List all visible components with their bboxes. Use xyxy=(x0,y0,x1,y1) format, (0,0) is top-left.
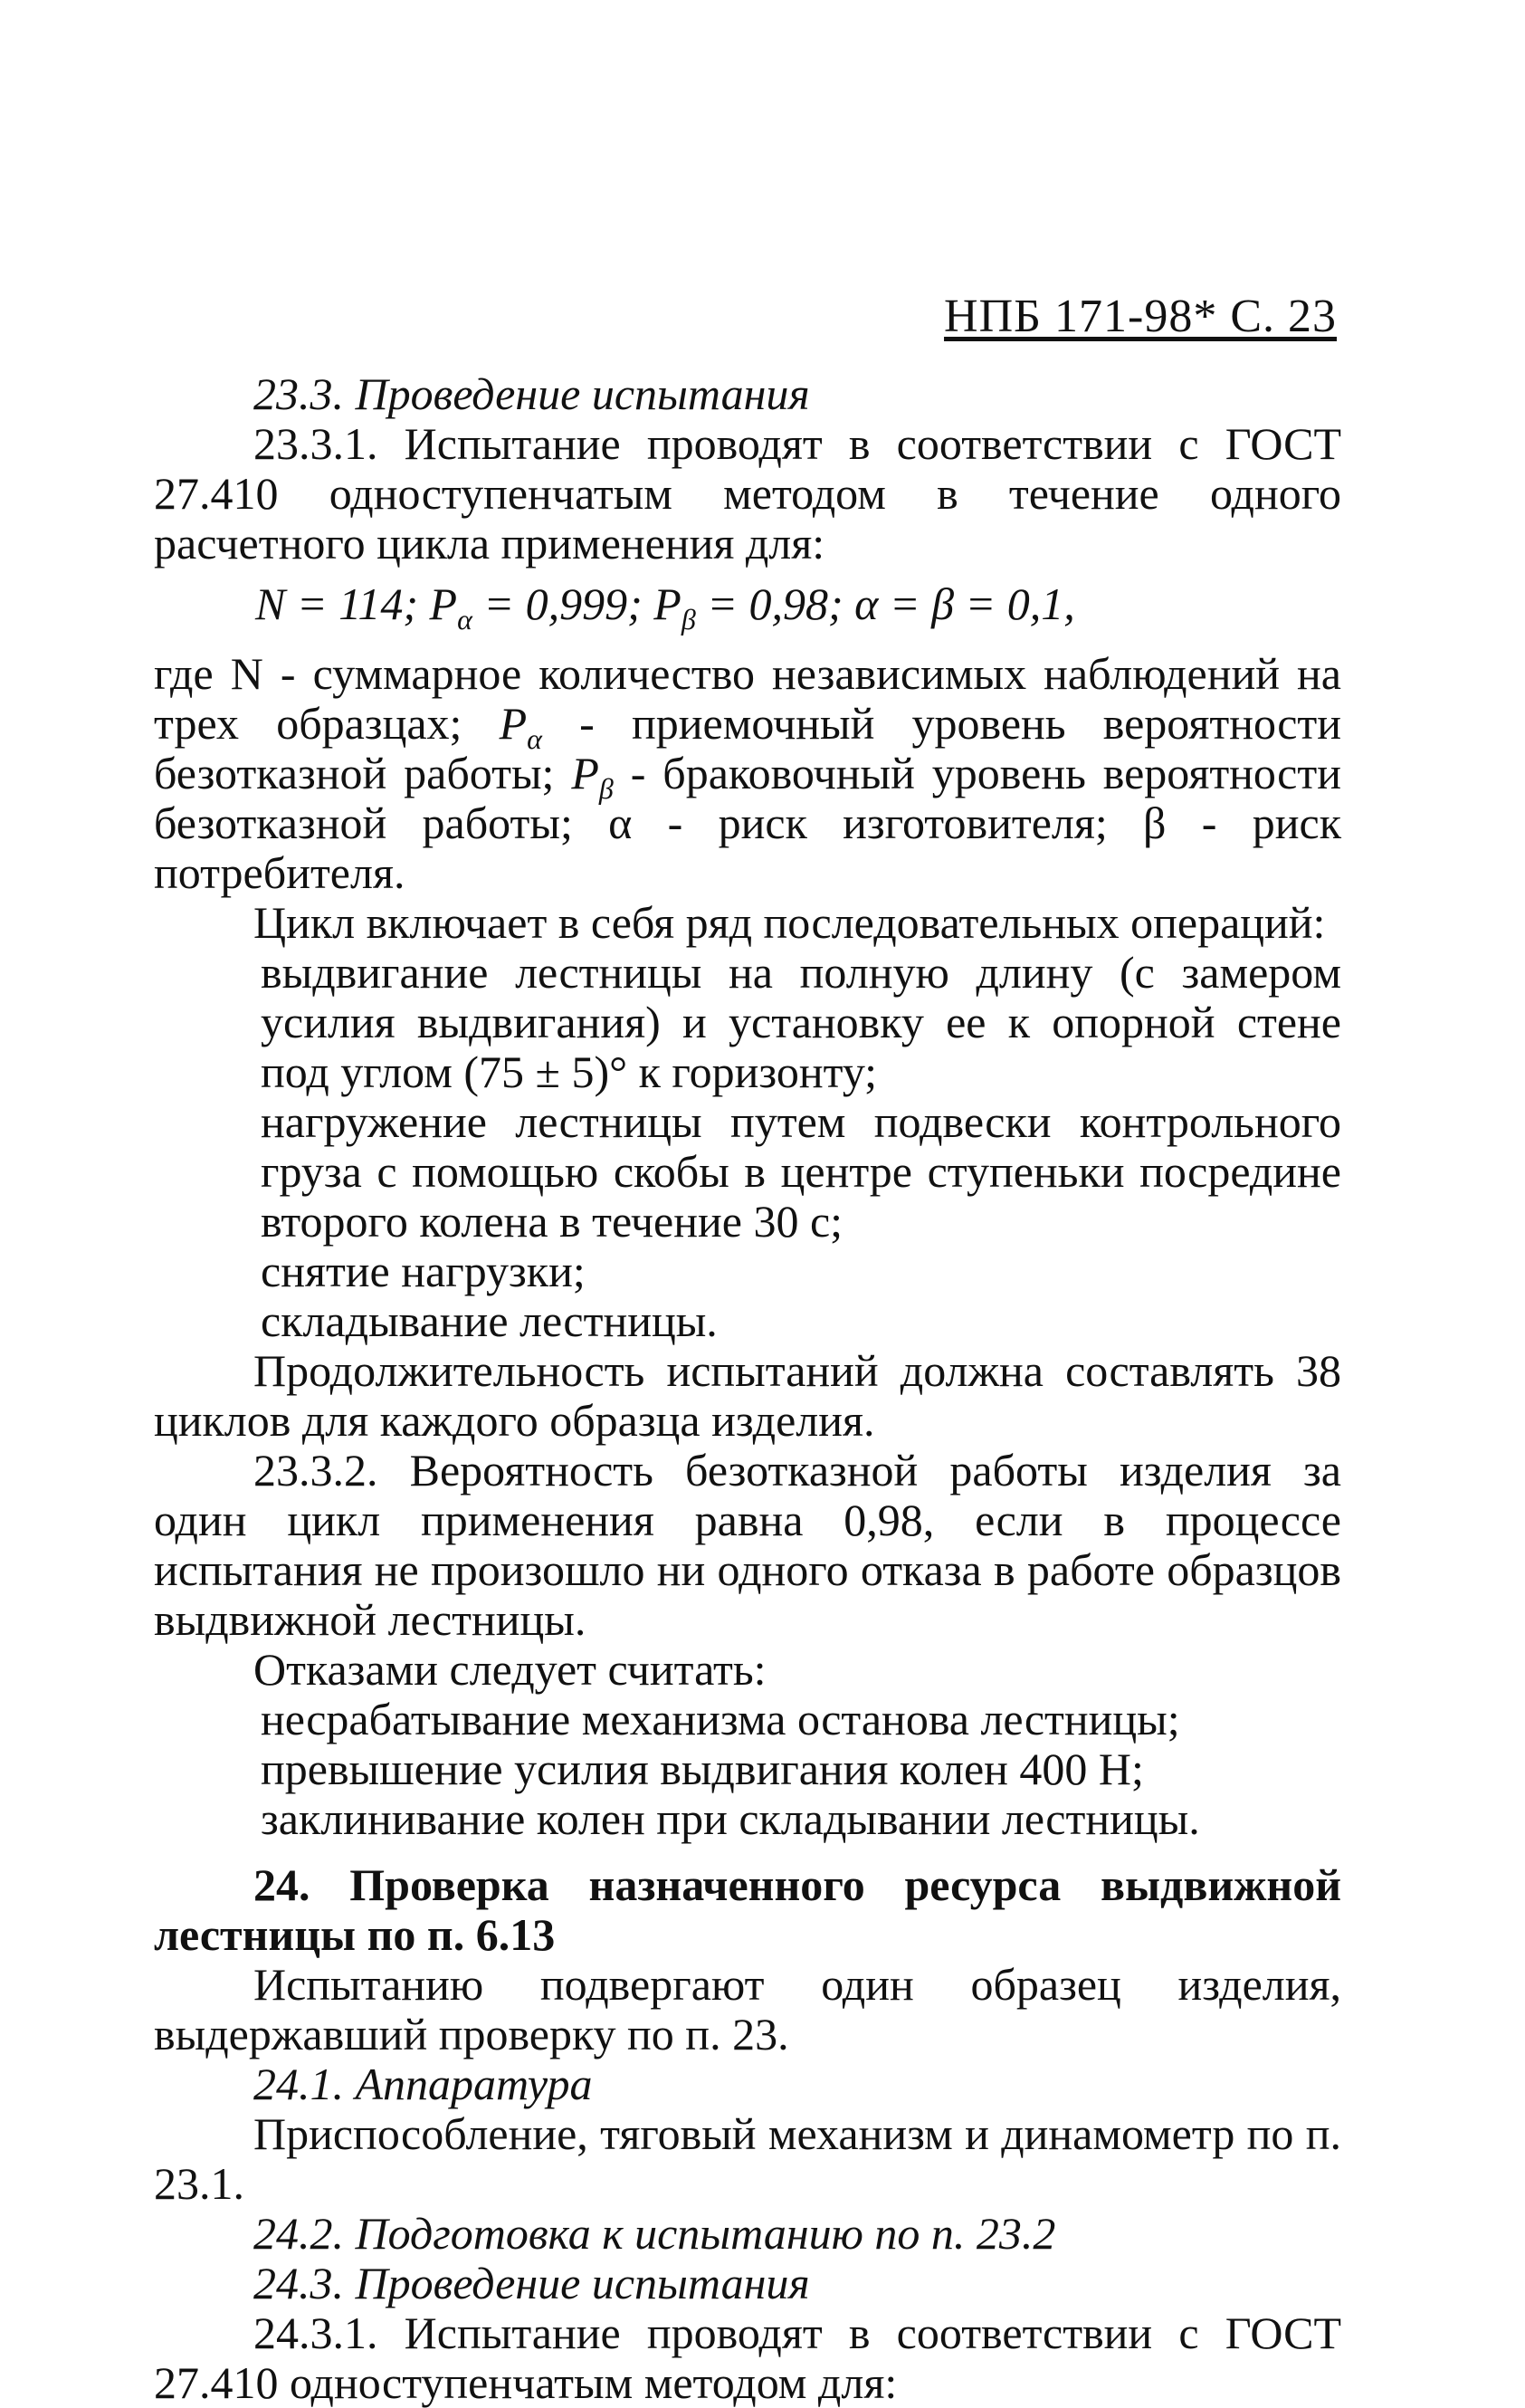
operation-item-1: выдвигание лестницы на полную длину (с замером усилия выдвигания) и установку ее к опорной стене под углом (75 ± 5)° к горизонту; xyxy=(261,947,1341,1097)
formula-pa-symbol: P xyxy=(429,578,458,629)
failures-intro: Отказами следует считать: xyxy=(253,1644,767,1695)
cycle-intro: Цикл включает в себя ряд последовательных операций: xyxy=(253,897,1326,948)
formula-pb-value: = 0,98; xyxy=(695,578,855,629)
duration-paragraph: Продолжительность испытаний должна составлять 38 циклов для каждого образца изделия. xyxy=(154,1345,1341,1446)
formula-n: N = 114; xyxy=(255,578,430,629)
subsection-title-24-1: 24.1. Аппаратура xyxy=(253,2059,593,2109)
operation-item-2: нагружение лестницы путем подвески контрольного груза с помощью скобы в центре ступеньки посредине второго колена в течение 30 с; xyxy=(261,1096,1341,1247)
operation-item-4: складывание лестницы. xyxy=(261,1295,718,1346)
section-24-title: 24. Проверка назначенного ресурса выдвижной лестницы по п. 6.13 xyxy=(154,1859,1341,1960)
explanation-pa-subscript: α xyxy=(527,722,542,755)
operation-item-3: снятие нагрузки; xyxy=(261,1246,586,1296)
subsection-title-24-2: 24.2. Подготовка к испытанию по п. 23.2 xyxy=(253,2208,1056,2259)
formula-explanation xyxy=(154,649,1341,898)
explanation-part-3: - браковочный уровень вероятности безотказной работы; α - риск изготовителя; β - риск потребителя. xyxy=(154,748,1341,898)
formula-pb-subscript: β xyxy=(681,603,696,635)
paragraph-24-3-1: 24.3.1. Испытание проводят в соответствии с ГОСТ 27.410 одноступенчатым методом для: xyxy=(154,2308,1341,2408)
explanation-pb-subscript: β xyxy=(598,772,614,805)
subsection-24-1-text: Приспособление, тяговый механизм и динамометр по п. 23.1. xyxy=(154,2108,1341,2209)
explanation-part-1: где N - суммарное количество независимых наблюдений на трех образцах; xyxy=(154,648,1341,749)
subsection-title-23-3: 23.3. Проведение испытания xyxy=(253,368,810,419)
failure-item-2: превышение усилия выдвигания колен 400 Н; xyxy=(261,1744,1144,1794)
failure-item-1: несрабатывание механизма останова лестницы; xyxy=(261,1694,1180,1744)
paragraph-23-3-1: 23.3.1. Испытание проводят в соответствии с ГОСТ 27.410 одноступенчатым методом в течение одного расчетного цикла применения для: xyxy=(154,418,1341,569)
document-body xyxy=(154,369,1341,2408)
explanation-pb-symbol: P xyxy=(571,748,599,798)
formula-pa-value: = 0,999; xyxy=(472,578,654,629)
paragraph-23-3-2: 23.3.2. Вероятность безотказной работы изделия за один цикл применения равна 0,98, если в процессе испытания не произошло ни одного отказа в работе образцов выдвижной лестницы. xyxy=(154,1445,1341,1645)
formula xyxy=(154,578,1341,635)
section-24-intro: Испытанию подвергают один образец изделия, выдержавший проверку по п. 23. xyxy=(154,1959,1341,2059)
formula-pb-symbol: P xyxy=(653,578,681,629)
formula-pa-subscript: α xyxy=(457,603,472,635)
explanation-part-2: - приемочный уровень вероятности безотказной работы; xyxy=(154,698,1341,798)
failure-item-3: заклинивание колен при складывании лестницы. xyxy=(261,1793,1200,1844)
explanation-pa-symbol: P xyxy=(499,698,528,749)
subsection-title-24-3: 24.3. Проведение испытания xyxy=(253,2258,810,2308)
page-header: НПБ 171-98* С. 23 xyxy=(944,291,1337,342)
formula-alpha-beta: α = β = 0,1, xyxy=(854,578,1075,629)
